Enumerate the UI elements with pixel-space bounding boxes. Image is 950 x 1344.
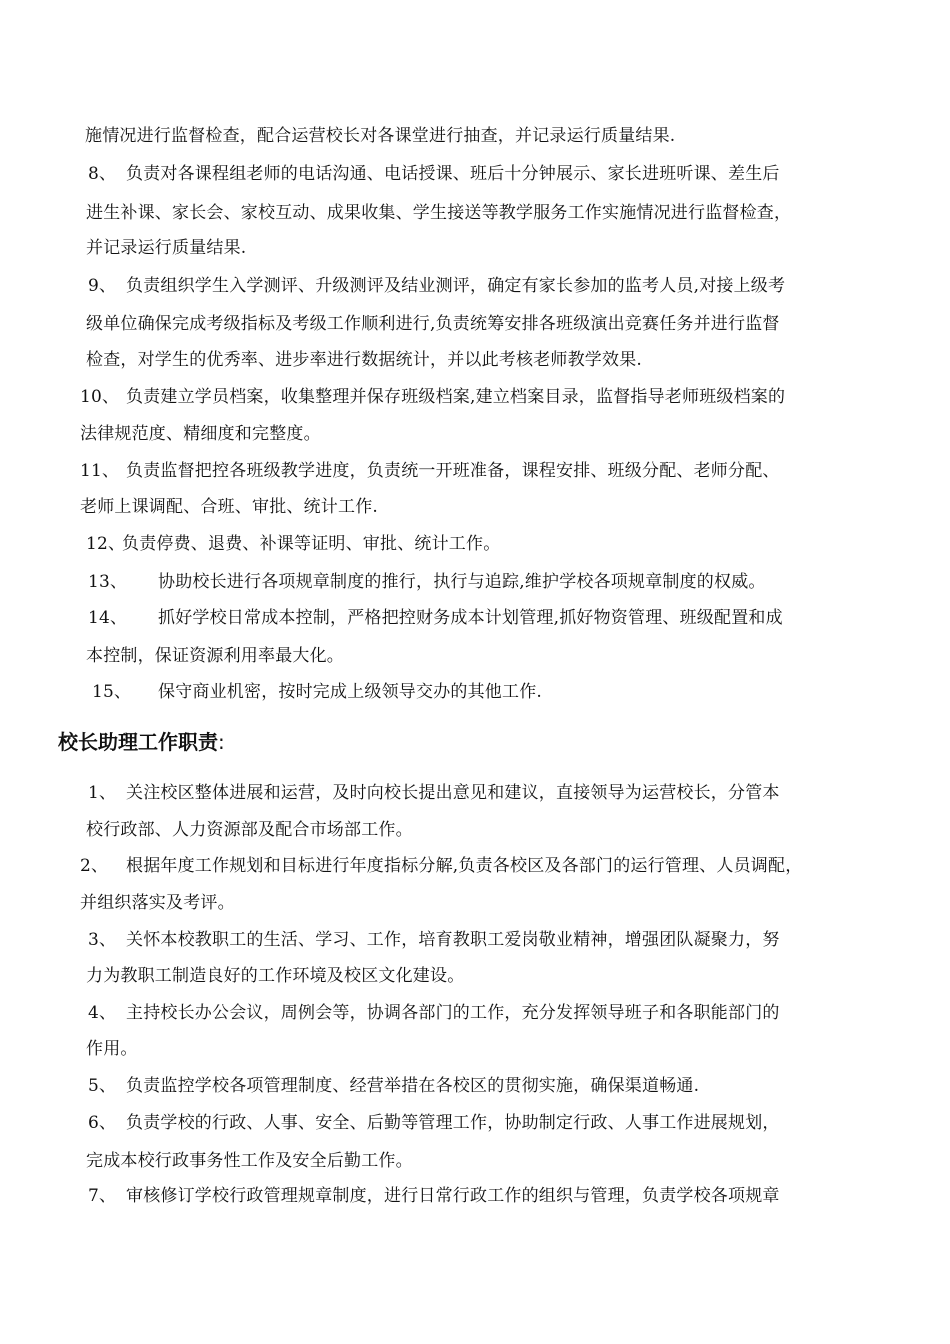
item-line: 进生补课、家长会、家校互动、成果收集、学生接送等教学服务工作实施情况进行监督检查， <box>86 203 792 223</box>
item-number: 11、 <box>80 461 120 481</box>
item-line: 法律规范度、精细度和完整度。 <box>80 424 321 444</box>
item-number: 3、 <box>88 930 117 950</box>
item-number: 14、 <box>88 608 128 628</box>
item-line: 完成本校行政事务性工作及安全后勤工作。 <box>86 1151 413 1171</box>
item-line: 审核修订学校行政管理规章制度，进行日常行政工作的组织与管理，负责学校各项规章 <box>126 1186 780 1206</box>
item-line: 校行政部、人力资源部及配合市场部工作。 <box>86 820 413 840</box>
item-number: 15、 <box>92 682 132 702</box>
item-number: 8、 <box>88 164 117 184</box>
item-number: 13、 <box>88 572 128 592</box>
item-number: 9、 <box>88 276 117 296</box>
item-number: 12、 <box>86 534 126 554</box>
heading-text: 校长助理工作职责 <box>58 730 218 754</box>
item-line: 本控制，保证资源利用率最大化。 <box>86 646 344 666</box>
item-line: 负责建立学员档案，收集整理并保存班级档案,建立档案目录，监督指导老师班级档案的 <box>126 387 786 407</box>
item-number: 2、 <box>80 856 109 876</box>
item-line: 负责对各课程组老师的电话沟通、电话授课、班后十分钟展示、家长进班听课、差生后 <box>126 164 780 184</box>
item-number: 6、 <box>88 1113 117 1133</box>
item-line: 负责学校的行政、人事、安全、后勤等管理工作，协助制定行政、人事工作进展规划， <box>126 1113 780 1133</box>
item-number: 1、 <box>88 783 117 803</box>
item-line: 力为教职工制造良好的工作环境及校区文化建设。 <box>86 966 465 986</box>
item-number: 10、 <box>80 387 120 407</box>
item-line: 主持校长办公会议，周例会等，协调各部门的工作，充分发挥领导班子和各职能部门的 <box>126 1003 780 1023</box>
item-line: 协助校长进行各项规章制度的推行，执行与追踪,维护学校各项规章制度的权威。 <box>158 572 766 592</box>
section-heading <box>58 730 225 754</box>
item-line: 负责监督把控各班级教学进度，负责统一开班准备，课程安排、班级分配、老师分配、 <box>126 461 780 481</box>
item-number: 7、 <box>88 1186 117 1206</box>
item-line: 关注校区整体进展和运营，及时向校长提出意见和建议，直接领导为运营校长，分管本 <box>126 783 780 803</box>
item-number: 5、 <box>88 1076 117 1096</box>
item-line: 老师上课调配、合班、审批、统计工作. <box>80 497 379 517</box>
item-line: 关怀本校教职工的生活、学习、工作，培育教职工爱岗敬业精神，增强团队凝聚力，努 <box>126 930 780 950</box>
item-number: 4、 <box>88 1003 117 1023</box>
item-line: 根据年度工作规划和目标进行年度指标分解,负责各校区及各部门的运行管理、人员调配， <box>126 856 803 876</box>
item-line: 级单位确保完成考级指标及考级工作顺利进行,负责统筹安排各班级演出竞赛任务并进行监督 <box>86 314 780 334</box>
heading-colon: : <box>218 730 225 754</box>
item-line: 并组织落实及考评。 <box>80 893 235 913</box>
item-line: 负责停费、退费、补课等证明、审批、统计工作。 <box>122 534 501 554</box>
item-line: 检查，对学生的优秀率、进步率进行数据统计，并以此考核老师教学效果. <box>86 350 643 370</box>
paragraph-continuation: 施情况进行监督检查，配合运营校长对各课堂进行抽查，并记录运行质量结果. <box>85 126 676 146</box>
item-line: 抓好学校日常成本控制，严格把控财务成本计划管理,抓好物资管理、班级配置和成 <box>158 608 783 628</box>
item-line: 保守商业机密，按时完成上级领导交办的其他工作. <box>158 682 543 702</box>
item-line: 负责组织学生入学测评、升级测评及结业测评，确定有家长参加的监考人员,对接上级考 <box>126 276 786 296</box>
item-line: 并记录运行质量结果. <box>86 238 247 258</box>
item-line: 负责监控学校各项管理制度、经营举措在各校区的贯彻实施，确保渠道畅通. <box>126 1076 700 1096</box>
item-line: 作用。 <box>86 1039 138 1059</box>
